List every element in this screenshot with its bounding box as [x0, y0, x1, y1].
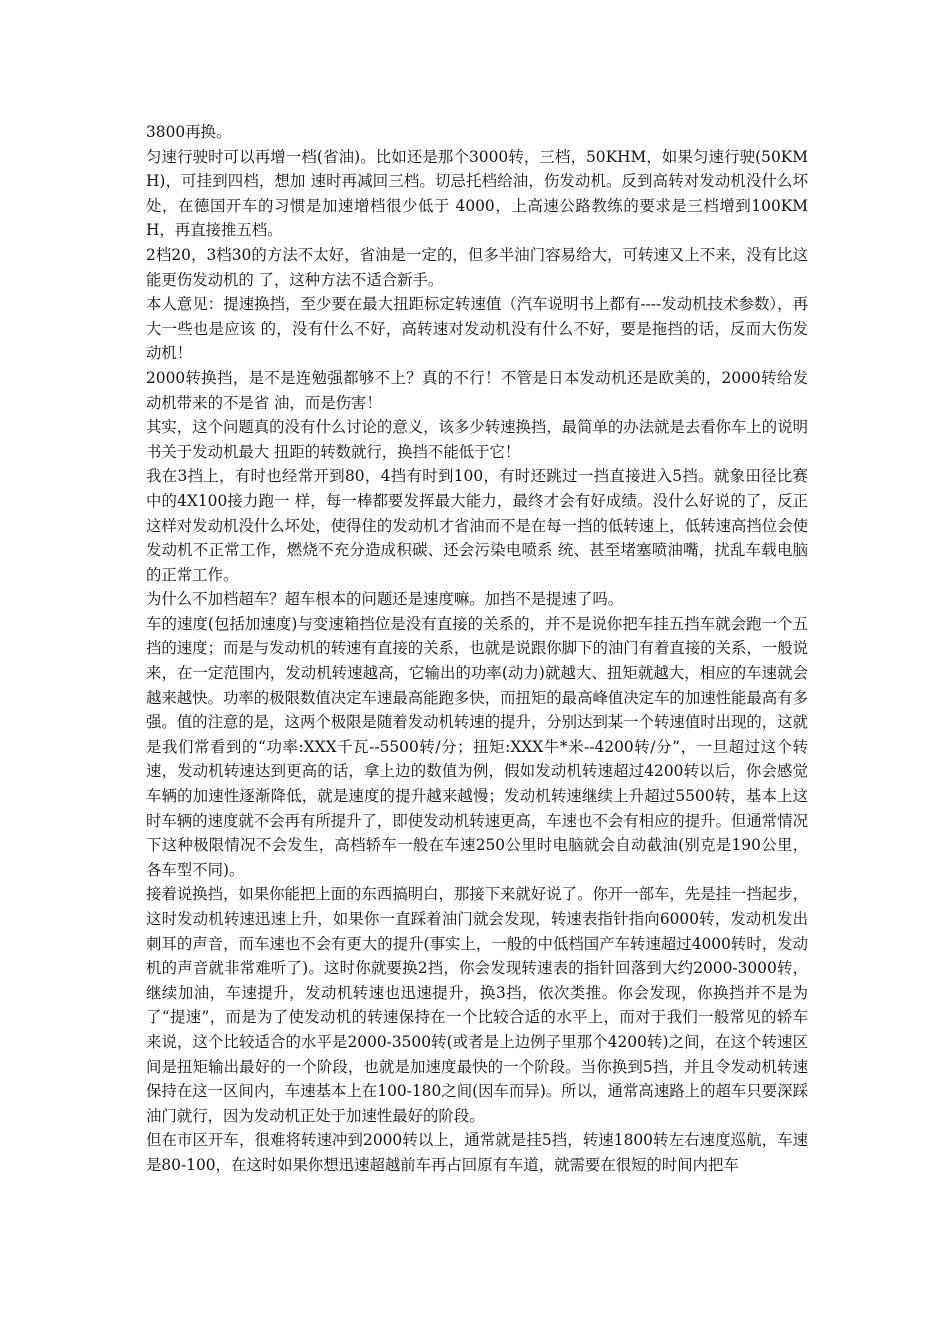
paragraph-11: 但在市区开车，很难将转速冲到2000转以上，通常就是挂5挡，转速1800转左右速度巡航，车速是80-100，在这时如果你想迅速超越前车再占回原有车道，就需要在很短的时间内把车	[146, 1131, 808, 1174]
paragraph-6: 其实，这个问题真的没有什么讨论的意义，该多少转速换挡，最简单的办法就是去看你车上的说明书关于发动机最大 扭距的转数就行，换挡不能低于它！	[146, 418, 808, 461]
paragraph-8: 为什么不加档超车？超车根本的问题还是速度嘛。加挡不是提速了吗。	[146, 590, 624, 609]
paragraph-4: 本人意见：提速换挡，至少要在最大扭距标定转速值（汽车说明书上都有----发动机技术参数），再大一些也是应该 的，没有什么不好，高转速对发动机没有什么不好，要是拖挡的话，反而大伤发动机！	[146, 295, 808, 363]
paragraph-3: 2档20，3档30的方法不太好，省油是一定的，但多半油门容易给大，可转速又上不来，没有比这能更伤发动机的 了，这种方法不适合新手。	[146, 245, 808, 289]
paragraph-2: 匀速行驶时可以再增一档(省油)。比如还是那个3000转，三档，50KHM，如果匀速行驶(50KMH)，可挂到四档，想加 速时再减回三档。切忌托档给油，伤发动机。反到高转对发动机没什么坏处，在德国开车的习惯是加速增档很少低于 4000，上高速公路教练的要求是三档增到100KMH，再直接推五档。	[146, 147, 808, 240]
paragraph-1: 3800再换。	[146, 123, 232, 141]
document-body	[146, 120, 808, 1178]
paragraph-9: 车的速度(包括加速度)与变速箱挡位是没有直接的关系的，并不是说你把车挂五挡车就会跑一个五挡的速度；而是与发动机的转速有直接的关系，也就是说跟你脚下的油门有着直接的关系，一般说来，在一定范围内，发动机转速越高，它输出的功率(动力)就越大、扭矩就越大，相应的车速就会越来越快。功率的极限数值决定车速最高能跑多快，而扭矩的最高峰值决定车的加速性能最高有多强。值的注意的是，这两个极限是随着发动机转速的提升，分别达到某一个转速值时出现的，这就是我们常看到的“功率:XXX千瓦--5500转/分；扭矩:XXX牛*米--4200转/分”，一旦超过这个转速，发动机转速达到更高的话，拿上边的数值为例，假如发动机转速超过4200转以后，你会感觉车辆的加速性逐渐降低，就是速度的提升越来越慢；发动机转速继续上升超过5500转，基本上这时车辆的速度就不会再有所提升了，即使发动机转速更高，车速也不会有相应的提升。但通常情况下这种极限情况不会发生，高档轿车一般在车速250公里时电脑就会自动截油(别克是190公里，各车型不同)。	[146, 614, 808, 879]
paragraph-5: 2000转换挡，是不是连勉强都够不上？真的不行！不管是日本发动机还是欧美的，2000转给发动机带来的不是省 油，而是伤害！	[146, 368, 808, 412]
paragraph-7: 我在3挡上，有时也经常开到80，4挡有时到100，有时还跳过一挡直接进入5挡。就象田径比赛中的4X100接力跑一 样，每一棒都要发挥最大能力，最终才会有好成绩。没什么好说的了，反正这样对发动机没什么坏处，使得住的发动机才省油而不是在每一挡的低转速上，低转速高挡位会使发动机不正常工作，燃烧不充分造成积碳、还会污染电喷系 统、甚至堵塞喷油嘴，扰乱车载电脑的正常工作。	[146, 467, 808, 584]
paragraph-10: 接着说换挡，如果你能把上面的东西搞明白，那接下来就好说了。你开一部车，先是挂一挡起步，这时发动机转速迅速上升，如果你一直踩着油门就会发现，转速表指针指向6000转，发动机发出刺耳的声音，而车速也不会有更大的提升(事实上，一般的中低档国产车转速超过4000转时，发动机的声音就非常难听了)。这时你就要换2挡，你会发现转速表的指针回落到大约2000-3000转，继续加油，车速提升，发动机转速也迅速提升，换3挡，依次类推。你会发现，你换挡并不是为了“提速”，而是为了使发动机的转速保持在一个比较合适的水平上，而对于我们一般常见的轿车来说，这个比较适合的水平是2000-3500转(或者是上边例子里那个4200转)之间，在这个转速区间是扭矩输出最好的一个阶段，也就是加速度最快的一个阶段。当你换到5挡，并且令发动机转速保持在这一区间内，车速基本上在100-180之间(因车而异)。所以，通常高速路上的超车只要深踩油门就行，因为发动机正处于加速性最好的阶段。	[146, 885, 808, 1125]
